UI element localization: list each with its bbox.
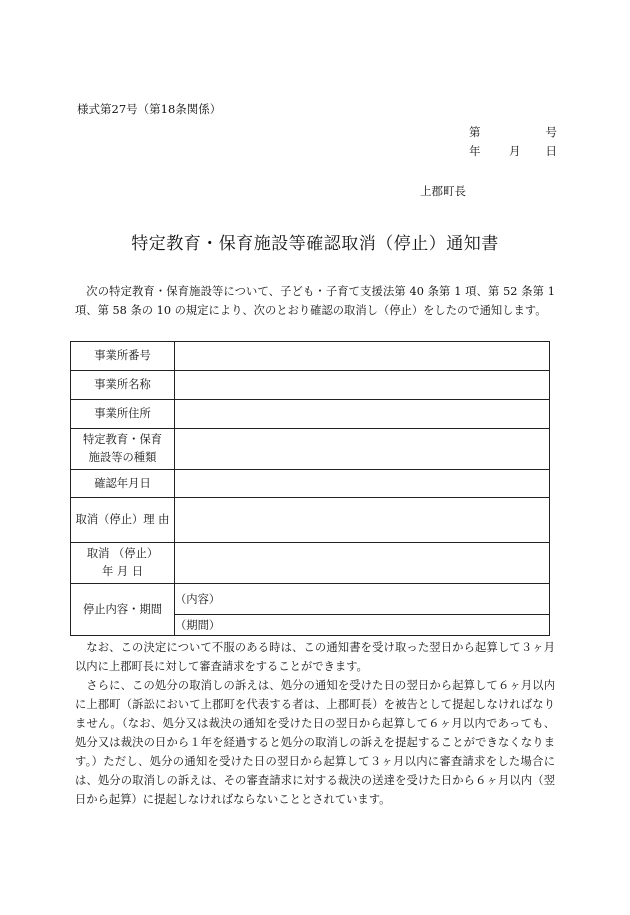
date-month: 月 [509,144,521,158]
row-label-facility-type: 特定教育・保育 施設等の種類 [71,429,175,470]
lawsuit-note-paragraph: さらに、この処分の取消しの訴えは、処分の通知を受けた日の翌日から起算して６ヶ月以内に上郡町（訴訟において上郡町を代表する者は、上郡町長）を被告として提起しなければなりません。（なお、処分又は裁決の通知を受けた日の翌日から起算して６ヶ月以内であっても、処分又は裁決の日から１年を経過すると処分の取消しの訴えを提起することができなくなります。）ただし、処分の通知を受けた日の翌日から起算して３ヶ月以内に審査請求をした場合には、処分の取消しの訴えは、その審査請求に対する裁決の送達を受けた日から６ヶ月以内（翌日から起算）に提起しなければならないこととされています。 [75,679,555,806]
table-row [71,498,550,543]
table-row [71,470,550,498]
table-row [71,371,550,400]
appeal-note-paragraph: なお、この決定について不服のある時は、この通知書を受け取った翌日から起算して３ヶ月以内に上郡町長に対して審査請求をすることができます。 [75,641,555,673]
table-row [71,543,550,584]
row-label-office-address: 事業所住所 [71,400,175,429]
row-label-office-number: 事業所番号 [71,342,175,371]
form-number-label: 様式第27号（第18条関係） [77,102,222,116]
office-name-field [175,371,550,400]
cancel-date-field [175,543,550,584]
table-row [71,429,550,470]
row-label-office-name: 事業所名称 [71,371,175,400]
stop-content-field: （内容） [175,584,550,615]
facility-type-field [175,429,550,470]
date-day: 日 [545,144,557,158]
row-label-cancel-reason: 取消（停止）理 由 [71,498,175,543]
table-row [71,584,550,615]
confirmation-date-field [175,470,550,498]
row-label-confirmation-date: 確認年月日 [71,470,175,498]
row-label-cancel-date: 取消 （停止） 年 月 日 [71,543,175,584]
notice-details-table [70,341,550,636]
document-number-line [465,124,557,140]
stop-period-field: （期間） [175,615,550,636]
issuer-name: 上郡町長 [420,184,466,198]
document-date-line [465,143,557,159]
intro-paragraph: 次の特定教育・保育施設等について、子ども・子育て支援法第 40 条第 1 項、第 52 条第 1 項、第 58 条の 10 の規定により、次のとおり確認の取消し（停止）をしたので通知します。 [75,285,555,317]
table-row [71,400,550,429]
office-number-field [175,342,550,371]
number-suffix: 号 [545,125,557,139]
cancel-reason-field [175,498,550,543]
date-year: 年 [469,144,481,158]
number-prefix: 第 [469,125,481,139]
document-title: 特定教育・保育施設等確認取消（停止）通知書 [131,234,499,254]
table-row [71,342,550,371]
office-address-field [175,400,550,429]
row-label-stop-details: 停止内容・期間 [71,584,175,636]
